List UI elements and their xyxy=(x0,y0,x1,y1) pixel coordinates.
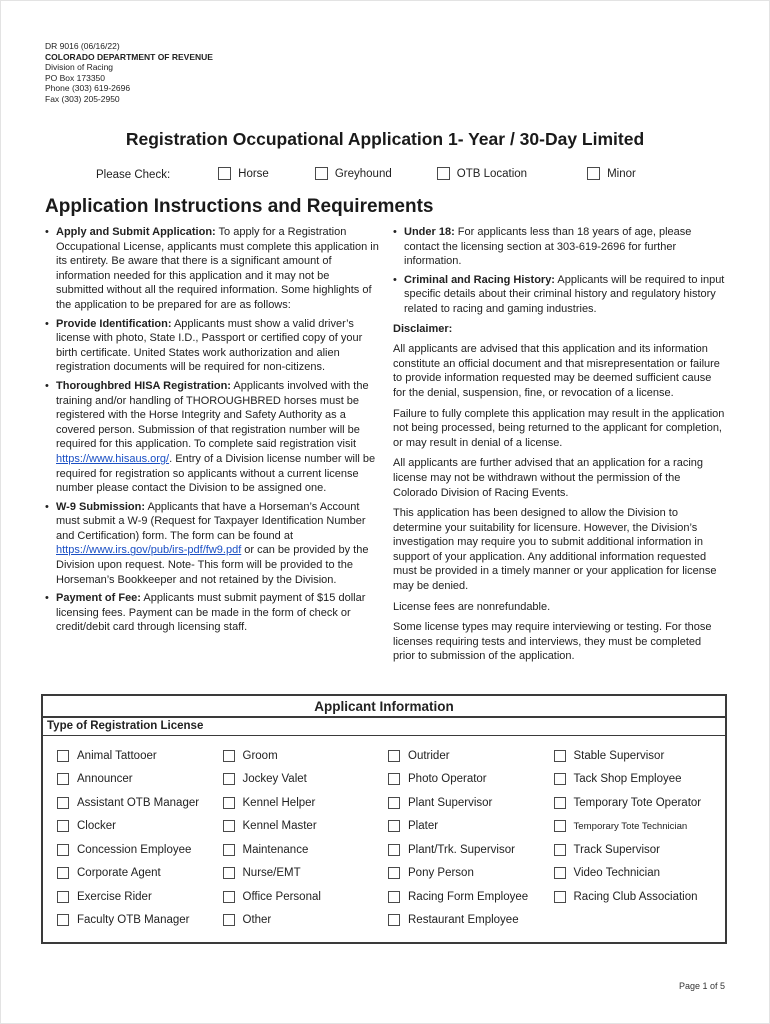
text-segment: . Entry of a Division license number will be required for registration so applicants without a current license number please contact the Division to be assigned one. xyxy=(56,452,376,495)
instruction-bullet xyxy=(45,500,379,588)
disclaimer-paragraph: This application has been designed to allow the Division to determine your suitability for licensure. However, the Division’s investigation may require you to submit additional information in support of your application. Any additional information requested must be provided in a timely manner or your application for license may be denied. xyxy=(393,507,717,593)
tack-shop-employee-checkbox[interactable] xyxy=(554,773,566,785)
corporate-agent-checkbox[interactable] xyxy=(57,867,69,879)
license-type-label: Groom xyxy=(242,749,278,762)
please-check-label: Please Check: xyxy=(96,169,171,181)
bullet-marker: • xyxy=(393,273,397,286)
license-type-option-temporary-tote-technician xyxy=(554,815,720,839)
outrider-checkbox[interactable] xyxy=(388,750,400,762)
license-type-option-office-personal xyxy=(223,885,389,909)
license-type-option-video-technician xyxy=(554,862,720,886)
track-supervisor-checkbox[interactable] xyxy=(554,844,566,856)
concession-employee-checkbox[interactable] xyxy=(57,844,69,856)
document-title: Registration Occupational Application 1- Year / 30-Day Limited xyxy=(125,129,645,149)
license-type-option-corporate-agent xyxy=(57,862,223,886)
license-type-option-racing-club-association xyxy=(554,885,720,909)
nurse-emt-checkbox[interactable] xyxy=(223,867,235,879)
license-type-label: Plant/Trk. Supervisor xyxy=(408,843,515,856)
announcer-checkbox[interactable] xyxy=(57,773,69,785)
photo-operator-checkbox[interactable] xyxy=(388,773,400,785)
applicant-information-title: Applicant Information xyxy=(43,696,725,718)
license-type-label: Exercise Rider xyxy=(77,890,152,903)
jockey-valet-checkbox[interactable] xyxy=(223,773,235,785)
temporary-tote-technician-checkbox[interactable] xyxy=(554,820,566,832)
bullet-marker: • xyxy=(45,317,49,330)
license-type-option-plant-supervisor xyxy=(388,791,554,815)
text-segment: For applicants less than 18 years of age, please contact the licensing section at 303-619-2696 for further information. xyxy=(404,226,692,268)
license-type-column xyxy=(388,744,554,932)
horse-label: Horse xyxy=(238,167,269,180)
text-segment: Apply and Submit Application: xyxy=(56,226,216,238)
kennel-master-checkbox[interactable] xyxy=(223,820,235,832)
bullet-text xyxy=(56,379,379,496)
text-segment: Applicants must submit payment of $15 dollar licensing fees. Payment can be made in the form of check or credit/debit card through licensing staff. xyxy=(56,592,366,634)
maintenance-checkbox[interactable] xyxy=(223,844,235,856)
license-type-label: Video Technician xyxy=(573,867,661,880)
license-type-option-temporary-tote-operator xyxy=(554,791,720,815)
license-type-option-clocker xyxy=(57,815,223,839)
check-option-horse xyxy=(218,167,269,180)
bullet-text xyxy=(56,317,379,375)
license-type-option-jockey-valet xyxy=(223,768,389,792)
check-option-minor xyxy=(587,167,636,180)
disclaimer-paragraph: Some license types may require interviewing or testing. For those licenses requiring tests and interviews, they must be completed prior to submission of the application. xyxy=(393,621,712,663)
license-type-option-faculty-otb-manager xyxy=(57,909,223,933)
racing-club-association-checkbox[interactable] xyxy=(554,891,566,903)
video-technician-checkbox[interactable] xyxy=(554,867,566,879)
license-type-grid xyxy=(43,736,725,942)
license-type-label: Temporary Tote Technician xyxy=(573,820,688,832)
instructions-right-column xyxy=(393,225,725,664)
text-segment: Payment of Fee: xyxy=(56,592,141,605)
bullet-text xyxy=(56,591,379,635)
po-box: PO Box 173350 xyxy=(45,72,106,83)
license-type-label: Plant Supervisor xyxy=(408,796,493,809)
bullet-text xyxy=(404,273,725,317)
license-type-label: Tack Shop Employee xyxy=(573,773,682,786)
license-type-label: Announcer xyxy=(77,773,133,786)
stable-supervisor-checkbox[interactable] xyxy=(554,750,566,762)
instruction-bullet xyxy=(45,591,379,635)
inline-link[interactable]: https://www.irs.gov/pub/irs-pdf/fw9.pdf xyxy=(56,544,242,557)
disclaimer-paragraphs xyxy=(393,342,725,664)
inline-link[interactable]: https://www.hisaus.org/ xyxy=(56,452,170,465)
license-type-option-stable-supervisor xyxy=(554,744,720,768)
text-segment: W-9 Submission: xyxy=(56,500,146,513)
text-segment: Provide Identification: xyxy=(56,317,172,330)
license-type-label: Photo Operator xyxy=(408,773,487,786)
restaurant-employee-checkbox[interactable] xyxy=(388,914,400,926)
license-type-option-concession-employee xyxy=(57,838,223,862)
bullet-text xyxy=(56,225,379,313)
text-segment: Applicants that have a Horseman’s Account must submit a W-9 (Request for Taxpayer Identification Number and Certification) form. The form can be found at xyxy=(56,500,366,542)
instructions-left-column xyxy=(45,225,379,664)
bullet-text xyxy=(404,225,725,269)
license-type-option-maintenance xyxy=(223,838,389,862)
office-personal-checkbox[interactable] xyxy=(223,891,235,903)
instruction-bullet xyxy=(45,317,379,375)
license-type-label: Plater xyxy=(408,820,439,833)
minor-label: Minor xyxy=(607,167,636,180)
check-option-greyhound xyxy=(315,167,392,180)
license-type-column xyxy=(57,744,223,932)
text-segment: To apply for a Registration Occupational License, applicants must complete this application in its entirety. Be aware that there is a significant amount of information needed for this application and it may not be submitted without all the required information. Some highlights of the application to be prepared for are as follows: xyxy=(56,226,379,311)
disclaimer-paragraph: License fees are nonrefundable. xyxy=(393,600,551,613)
groom-checkbox[interactable] xyxy=(223,750,235,762)
license-type-label: Assistant OTB Manager xyxy=(77,796,200,809)
license-type-column xyxy=(554,744,720,932)
license-type-option-plant-trk-supervisor xyxy=(388,838,554,862)
plant-trk-supervisor-checkbox[interactable] xyxy=(388,844,400,856)
license-type-label: Corporate Agent xyxy=(77,867,161,880)
form-number: DR 9016 (06/16/22) xyxy=(45,41,120,51)
license-type-label: Other xyxy=(242,914,272,927)
text-segment: or can be provided by the Division upon request. Note- This form will be provided to the Horseman’s Bookkeeper and not retained by the Division. xyxy=(56,544,369,586)
otb-location-label: OTB Location xyxy=(456,167,528,180)
assistant-otb-manager-checkbox[interactable] xyxy=(57,797,69,809)
department-name: COLORADO DEPARTMENT OF REVENUE xyxy=(45,51,213,62)
license-type-option-track-supervisor xyxy=(554,838,720,862)
text-segment: Criminal and Racing History: xyxy=(404,273,555,286)
instruction-bullet xyxy=(393,273,725,317)
minor-checkbox[interactable] xyxy=(587,167,600,180)
license-type-label: Kennel Master xyxy=(242,820,317,833)
license-type-label: Office Personal xyxy=(242,890,321,903)
bullet-marker: • xyxy=(45,379,49,392)
license-type-option-tack-shop-employee xyxy=(554,768,720,792)
please-check-options xyxy=(170,167,636,183)
bullet-marker: • xyxy=(45,226,49,238)
license-type-label: Animal Tattooer xyxy=(77,749,157,762)
temporary-tote-operator-checkbox[interactable] xyxy=(554,797,566,809)
license-type-option-outrider xyxy=(388,744,554,768)
license-type-label: Restaurant Employee xyxy=(408,914,519,927)
text-segment: Thoroughbred HISA Registration: xyxy=(56,379,231,392)
instruction-bullet xyxy=(393,225,725,269)
license-type-option-nurse-emt xyxy=(223,862,389,886)
license-type-label: Concession Employee xyxy=(77,843,192,856)
license-type-option-animal-tattooer xyxy=(57,744,223,768)
division-name: Division of Racing xyxy=(45,62,114,72)
license-type-option-photo-operator xyxy=(388,768,554,792)
license-type-option-pony-person xyxy=(388,862,554,886)
disclaimer-paragraph: All applicants are advised that this application and its information constitute an official document and that misrepresentation or failure to provide information requested may be deemed sufficient cause for the denial, suspension, fine, or revocation of a license. xyxy=(393,343,720,399)
plater-checkbox[interactable] xyxy=(388,820,400,832)
license-type-label: Racing Form Employee xyxy=(408,890,529,903)
bullet-marker: • xyxy=(393,226,397,238)
applicant-information-table xyxy=(41,694,727,944)
license-type-option-exercise-rider xyxy=(57,885,223,909)
otb-location-checkbox[interactable] xyxy=(437,167,450,180)
license-type-label: Faculty OTB Manager xyxy=(77,914,190,927)
text-segment: Applicants involved with the training and/or handling of THOROUGHBRED horses must be registered with the Horse Integrity and Safety Authority as a covered person. Submission of that registration number will be required for this application. To complete said registration visit xyxy=(56,379,369,451)
license-type-label: Clocker xyxy=(77,820,116,833)
horse-checkbox[interactable] xyxy=(218,167,231,180)
greyhound-label: Greyhound xyxy=(334,167,392,180)
license-type-label: Outrider xyxy=(408,749,450,762)
check-option-otb-location xyxy=(437,167,527,180)
right-column-bullets xyxy=(393,225,725,317)
page-number: Page 1 of 5 xyxy=(678,981,725,991)
clocker-checkbox[interactable] xyxy=(57,820,69,832)
type-of-registration-license-label: Type of Registration License xyxy=(43,718,725,736)
fax-number: Fax (303) 205-2950 xyxy=(45,93,120,104)
license-type-label: Jockey Valet xyxy=(242,773,307,786)
license-type-column xyxy=(223,744,389,932)
disclaimer-paragraph: Failure to fully complete this application may result in the application not being processed, being returned to the applicant for completion, or may result in denial of a license. xyxy=(393,407,725,449)
text-segment: Under 18: xyxy=(404,226,455,238)
plant-supervisor-checkbox[interactable] xyxy=(388,797,400,809)
license-type-label: Racing Club Association xyxy=(573,890,698,903)
license-type-option-assistant-otb-manager xyxy=(57,791,223,815)
letterhead xyxy=(45,41,725,104)
license-type-label: Kennel Helper xyxy=(242,796,316,809)
disclaimer-paragraph: All applicants are further advised that an application for a racing license may not be withdrawn without the permission of the Colorado Division of Racing Events. xyxy=(393,457,704,499)
license-type-option-other xyxy=(223,909,389,933)
text-segment: Applicants will be required to input specific details about their criminal history and regulatory history related to racing and gaming industries. xyxy=(404,273,725,315)
text-segment: Applicants must show a valid driver’s license with photo, State I.D., Passport or certified copy of your birth certificate. United States work authorization and alien registration documents will be required for non-citizens. xyxy=(56,317,363,374)
instruction-bullet xyxy=(45,225,379,313)
license-type-option-plater xyxy=(388,815,554,839)
license-type-label: Nurse/EMT xyxy=(242,867,301,880)
license-type-label: Track Supervisor xyxy=(573,843,660,856)
phone-number: Phone (303) 619-2696 xyxy=(45,83,131,93)
animal-tattooer-checkbox[interactable] xyxy=(57,750,69,762)
instructions-columns xyxy=(45,225,725,664)
license-type-label: Stable Supervisor xyxy=(573,749,665,762)
kennel-helper-checkbox[interactable] xyxy=(223,797,235,809)
instruction-bullet xyxy=(45,379,379,496)
license-type-option-announcer xyxy=(57,768,223,792)
license-type-label: Temporary Tote Operator xyxy=(573,796,702,809)
other-checkbox[interactable] xyxy=(223,914,235,926)
license-type-option-racing-form-employee xyxy=(388,885,554,909)
greyhound-checkbox[interactable] xyxy=(315,167,328,180)
racing-form-employee-checkbox[interactable] xyxy=(388,891,400,903)
disclaimer-heading: Disclaimer: xyxy=(393,322,453,335)
license-type-option-kennel-master xyxy=(223,815,389,839)
license-type-option-kennel-helper xyxy=(223,791,389,815)
faculty-otb-manager-checkbox[interactable] xyxy=(57,914,69,926)
bullet-marker: • xyxy=(45,500,49,513)
bullet-text xyxy=(56,500,379,588)
please-check-row xyxy=(45,167,725,183)
pony-person-checkbox[interactable] xyxy=(388,867,400,879)
license-type-option-groom xyxy=(223,744,389,768)
license-type-option-restaurant-employee xyxy=(388,909,554,933)
license-type-label: Maintenance xyxy=(242,843,309,856)
bullet-marker: • xyxy=(45,592,49,605)
exercise-rider-checkbox[interactable] xyxy=(57,891,69,903)
license-type-label: Pony Person xyxy=(408,867,474,880)
instructions-heading: Application Instructions and Requirements xyxy=(45,196,434,217)
